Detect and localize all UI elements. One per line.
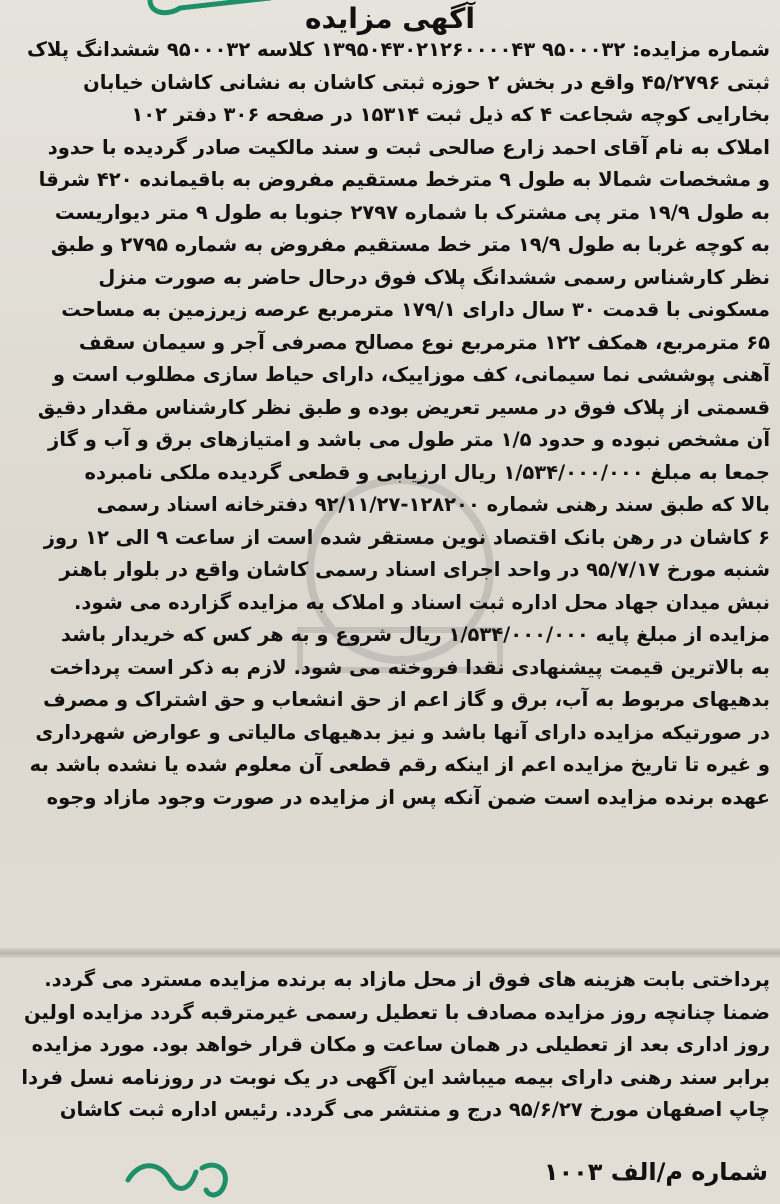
- notice-line: قسمتی از پلاک فوق در مسیر تعریض بوده و طبق نظر کارشناس مقدار دقیق: [37, 395, 770, 419]
- notice-line: بخارایی کوچه شجاعت ۴ که ذیل ثبت ۱۵۳۱۴ در صفحه ۳۰۶ دفتر ۱۰۲: [131, 103, 770, 126]
- notice-line: چاپ اصفهان مورخ ۹۵/۶/۲۷ درج و منتشر می گردد. رئیس اداره ثبت کاشان: [59, 1098, 770, 1121]
- notice-line: نظر کارشناس رسمی ششدانگ پلاک فوق درحال حاضر به صورت منزل: [98, 265, 770, 289]
- notice-line: به بالاترین قیمت پیشنهادی نقدا فروخته می شود. لازم به ذکر است پرداخت: [49, 655, 770, 679]
- notice-line: و مشخصات شمالا به طول ۹ مترخط مستقیم مفروض به باقیمانده ۴۲۰ شرقا: [38, 168, 770, 191]
- notice-line: عهده برنده مزایده است ضمن آنکه پس از مزایده در صورت وجود مازاد وجوه: [46, 785, 770, 809]
- notice-line: برابر سند رهنی دارای بیمه میباشد این آگهی در یک نوبت در روزنامه نسل فردا: [21, 1065, 770, 1089]
- notice-line: مزایده از مبلغ پایه ۱/۵۳۴/۰۰۰/۰۰۰ ریال شروع و به هر کس که خریدار باشد: [61, 623, 770, 646]
- notice-line: ضمنا چنانچه روز مزایده مصادف با تعطیل رسمی غیرمترقبه گردد مزایده اولین: [23, 1000, 770, 1024]
- notice-line: به طول ۱۹/۹ متر پی مشترک با شماره ۲۷۹۷ جنوبا به طول ۹ متر دیواریست: [54, 200, 770, 224]
- notice-line: ثبتی ۴۵/۲۷۹۶ واقع در بخش ۲ حوزه ثبتی کاشان به نشانی کاشان خیابان: [83, 70, 770, 94]
- notice-line: به کوچه غربا به طول ۱۹/۹ متر خط مستقیم مفروض به شماره ۲۷۹۵ و طبق: [50, 233, 770, 256]
- notice-line: جمعا به مبلغ ۱/۵۳۴/۰۰۰/۰۰۰ ریال ارزیابی و قطعی گردیده ملکی نامبرده: [84, 460, 770, 484]
- notice-line: آهنی پوششی نما سیمانی، کف موزاییک، دارای حیاط سازی مطلوب است و: [52, 363, 770, 386]
- notice-line: پرداختی بابت هزینه های فوق از محل مازاد به برنده مزایده مسترد می گردد.: [44, 968, 770, 991]
- notice-line: و غیره تا تاریخ مزایده اعم از اینکه رقم قطعی آن معلوم شده یا نشده باشد به: [29, 753, 770, 776]
- notice-line: بالا که طبق سند رهنی شماره ۱۲۸۲۰۰-۹۲/۱۱/۲۷ دفترخانه اسناد رسمی: [96, 493, 770, 516]
- notice-line: آن مشخص نبوده و حدود ۱/۵ متر طول می باشد و امتیازهای برق و آب و گاز: [48, 428, 770, 451]
- notice-line: در صورتیکه مزایده دارای آنها باشد و نیز بدهیهای مالیاتی و عوارض شهرداری: [35, 720, 770, 744]
- notice-title: آگهی مزایده: [304, 2, 475, 35]
- paper-tear-divider: [0, 948, 780, 958]
- notice-reference-number: شماره م/الف ۱۰۰۳: [543, 1158, 768, 1186]
- notice-line: ۶ کاشان در رهن بانک اقتصاد نوین مستقر شده است از ساعت ۹ الی ۱۲ روز: [43, 525, 770, 549]
- notice-line: املاک به نام آقای احمد زارع صالحی ثبت و سند مالکیت صادر گردیده با حدود: [47, 135, 770, 159]
- notice-line: شنبه مورخ ۹۵/۷/۱۷ در واحد اجرای اسناد رسمی کاشان واقع در بلوار باهنر: [59, 558, 770, 581]
- notice-line: ۶۵ مترمربع، همکف ۱۲۲ مترمربع نوع مصالح مصرفی آجر و سیمان سقف: [78, 330, 770, 354]
- notice-body-bottom: [10, 964, 770, 1127]
- notice-line: شماره مزایده: ۹۵۰۰۰۳۲ ۱۳۹۵۰۴۳۰۲۱۲۶۰۰۰۰۴۳ کلاسه ۹۵۰۰۰۳۲ ششدانگ پلاک: [26, 38, 770, 61]
- notice-line: بدهیهای مربوط به آب، برق و گاز اعم از حق انشعاب و حق اشتراک و مصرف: [43, 688, 770, 711]
- notice-line: روز اداری بعد از تعطیلی در همان ساعت و مکان قرار خواهد بود. مورد مزایده: [31, 1033, 770, 1056]
- notice-line: مسکونی با قدمت ۳۰ سال دارای ۱۷۹/۱ مترمربع عرصه زیرزمین به مساحت: [61, 298, 770, 321]
- notice-line: نبش میدان جهاد محل اداره ثبت اسناد و املاک به مزایده گزارده می شود.: [73, 590, 770, 614]
- green-pen-mark-bottom: [120, 1150, 240, 1204]
- notice-body-top: [10, 34, 770, 814]
